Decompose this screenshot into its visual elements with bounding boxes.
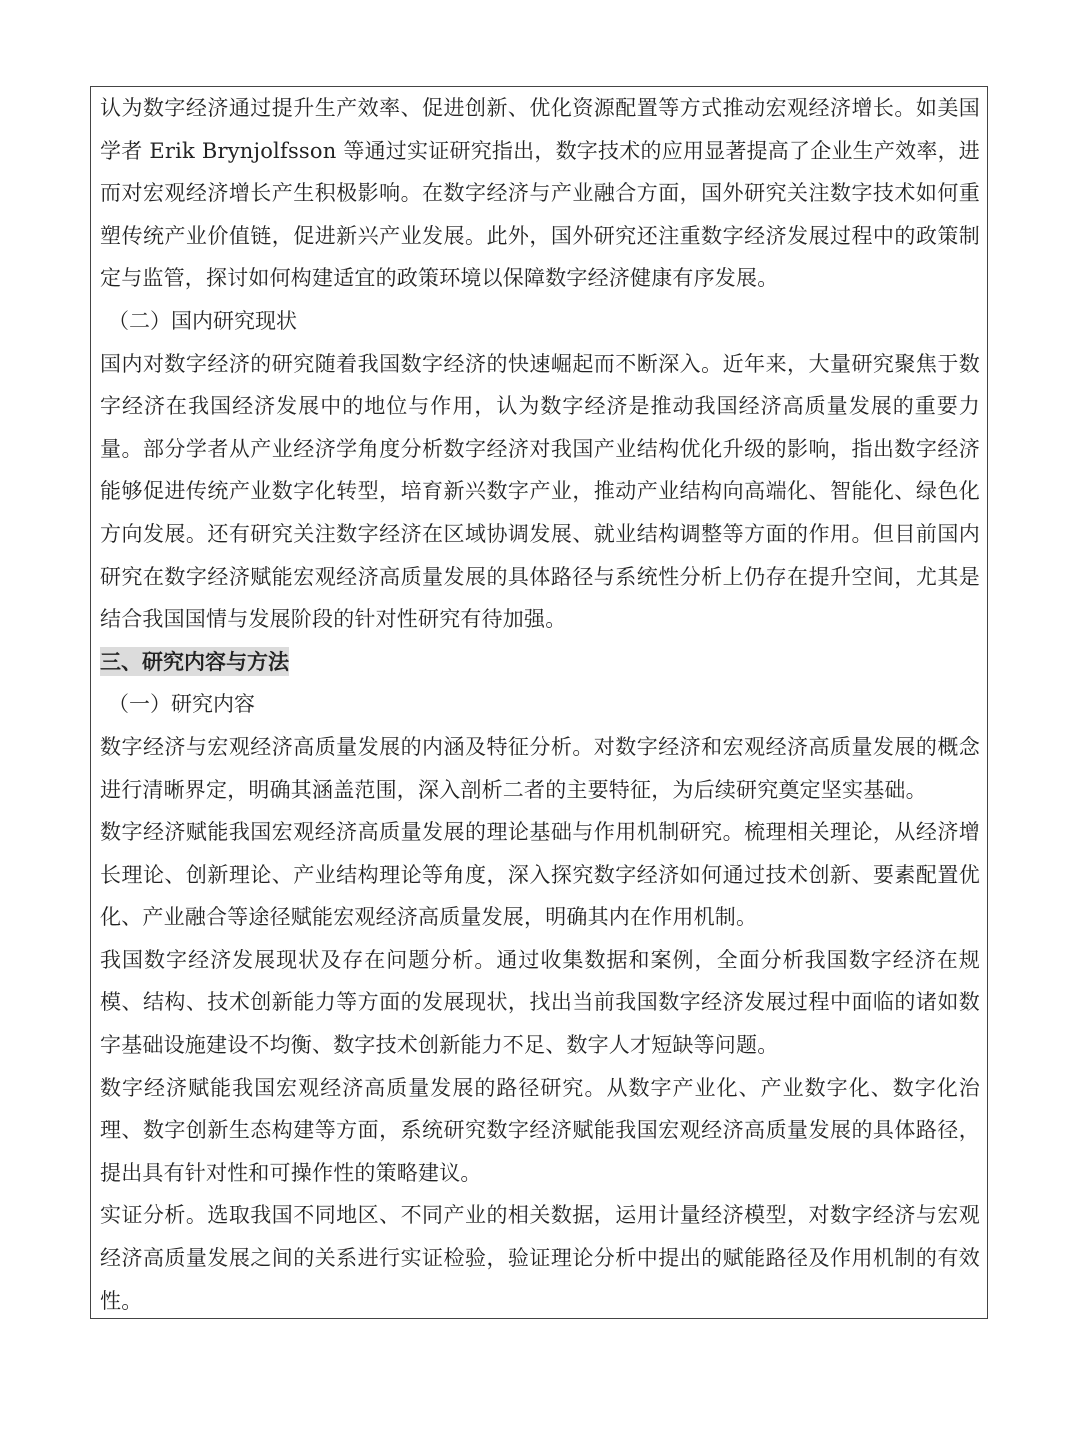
content-item-2: 数字经济赋能我国宏观经济高质量发展的理论基础与作用机制研究。梳理相关理论，从经济增长理论、创新理论、产业结构理论等角度，深入探究数字经济如何通过技术创新、要素配置优化、产业融合等途径赋能宏观经济高质量发展，明确其内在作用机制。 (100, 820, 980, 930)
content-item-3: 我国数字经济发展现状及存在问题分析。通过收集数据和案例，全面分析我国数字经济在规模、结构、技术创新能力等方面的发展现状，找出当前我国数字经济发展过程中面临的诸如数字基础设施建设不均衡、数字技术创新能力不足、数字人才短缺等问题。 (100, 947, 980, 1058)
content-item-1: 数字经济与宏观经济高质量发展的内涵及特征分析。对数字经济和宏观经济高质量发展的概念进行清晰界定，明确其涵盖范围，深入剖析二者的主要特征，为后续研究奠定坚实基础。 (100, 734, 980, 802)
section-heading (100, 641, 980, 684)
foreign-research-paragraph: 认为数字经济通过提升生产效率、促进创新、优化资源配置等方式推动宏观经济增长。如美国学者 Erik Brynjolfsson 等通过实证研究指出，数字技术的应用显著提高了企业生产效率，进而对宏观经济增长产生积极影响。在数字经济与产业融合方面，国外研究关注数字技术如何重塑传统产业价值链，促进新兴产业发展。此外，国外研究还注重数字经济发展过程中的政策制定与监管，探讨如何构建适宜的政策环境以保障数字经济健康有序发展。 (100, 96, 980, 291)
content-item-5: 实证分析。选取我国不同地区、不同产业的相关数据，运用计量经济模型，对数字经济与宏观经济高质量发展之间的关系进行实证检验，验证理论分析中提出的赋能路径及作用机制的有效性。 (100, 1203, 980, 1313)
domestic-research-paragraph: 国内对数字经济的研究随着我国数字经济的快速崛起而不断深入。近年来，大量研究聚焦于数字经济在我国经济发展中的地位与作用，认为数字经济是推动我国经济高质量发展的重要力量。部分学者从产业经济学角度分析数字经济对我国产业结构优化升级的影响，指出数字经济能够促进传统产业数字化转型，培育新兴数字产业，推动产业结构向高端化、智能化、绿色化方向发展。还有研究关注数字经济在区域协调发展、就业结构调整等方面的作用。但目前国内研究在数字经济赋能宏观经济高质量发展的具体路径与系统性分析上仍存在提升空间，尤其是结合我国国情与发展阶段的针对性研究有待加强。 (100, 351, 980, 632)
section-heading-text: 三、研究内容与方法 (100, 648, 289, 674)
document-body (100, 87, 980, 1322)
content-item-4: 数字经济赋能我国宏观经济高质量发展的路径研究。从数字产业化、产业数字化、数字化治理、数字创新生态构建等方面，系统研究数字经济赋能我国宏观经济高质量发展的具体路径，提出具有针对性和可操作性的策略建议。 (100, 1075, 980, 1185)
research-content-heading: （一）研究内容 (108, 692, 255, 717)
domestic-research-heading: （二）国内研究现状 (108, 308, 297, 333)
